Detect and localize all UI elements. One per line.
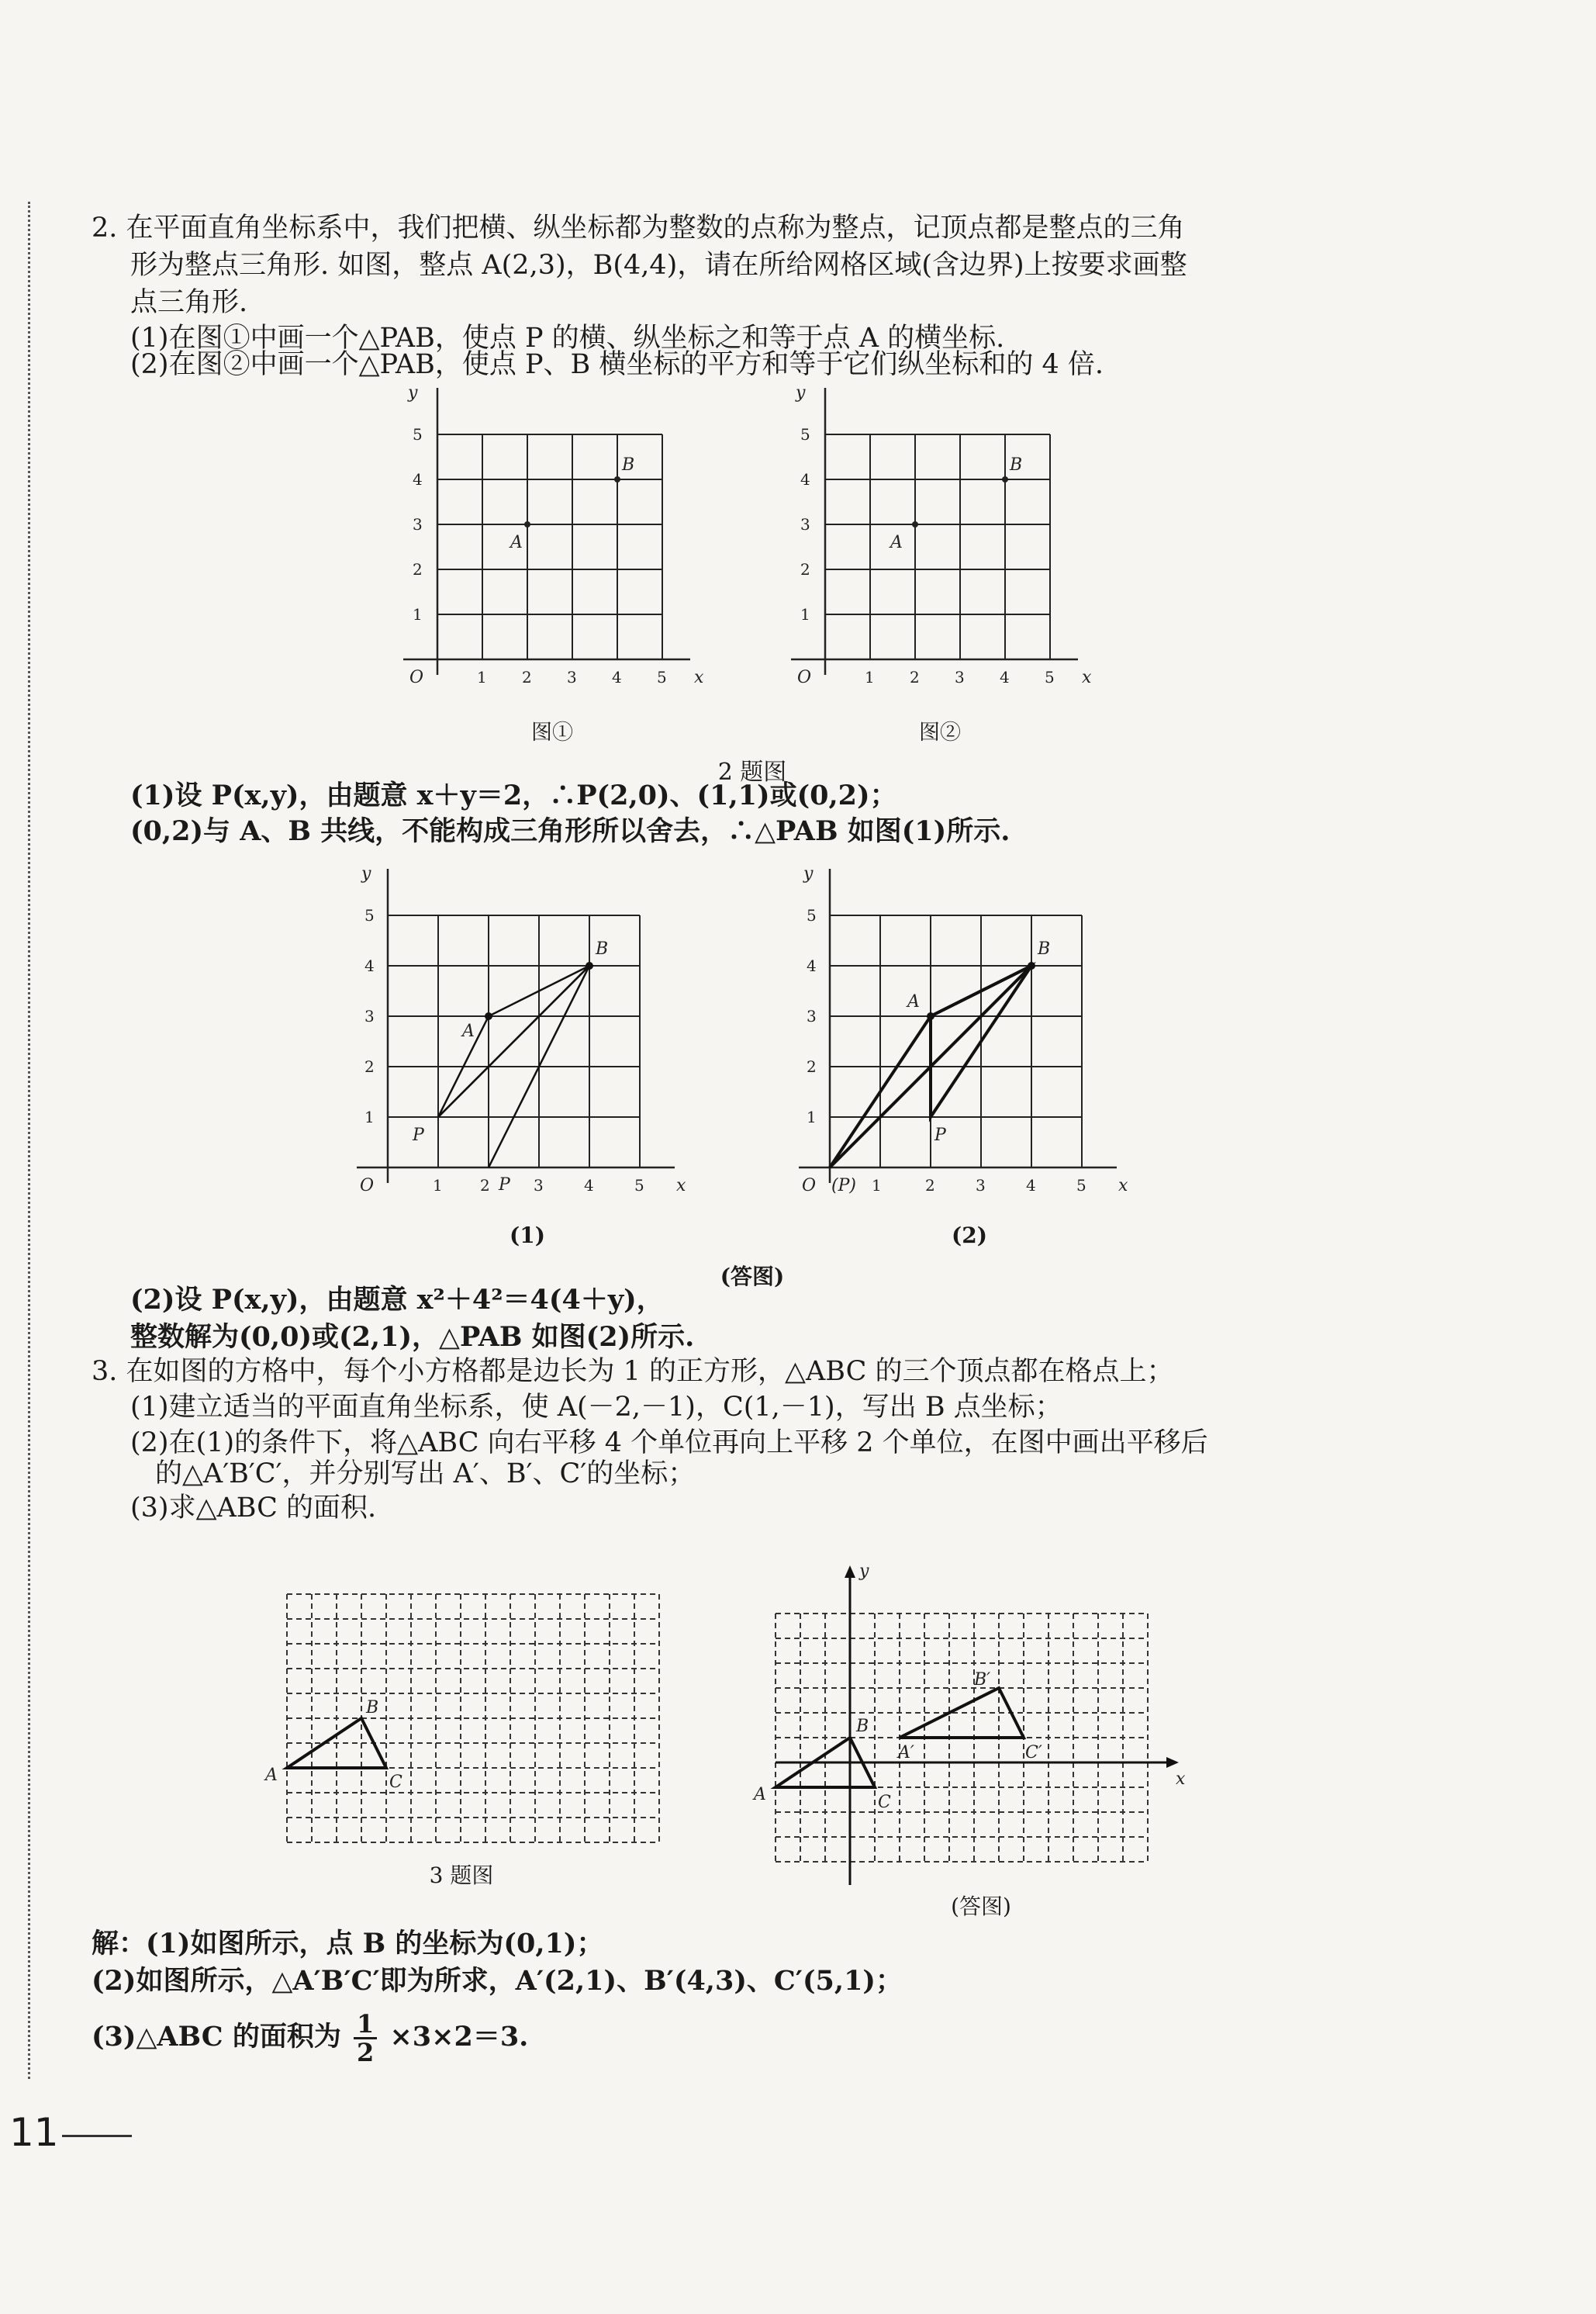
- margin-rule: [28, 202, 30, 2079]
- problem2-line1: 2. 在平面直角坐标系中，我们把横、纵坐标都为整数的点称为整点，记顶点都是整点的三角: [92, 213, 1185, 244]
- answer3-line1: 解：(1)如图所示，点 B 的坐标为(0,1)；: [92, 1928, 604, 1959]
- svg-text:O: O: [360, 1176, 375, 1195]
- svg-text:x: x: [1118, 1176, 1128, 1195]
- svg-text:P: P: [413, 1126, 424, 1145]
- svg-text:4: 4: [612, 668, 622, 687]
- problem3-grid: [256, 1582, 675, 1862]
- svg-text:2: 2: [807, 1057, 817, 1076]
- svg-text:2: 2: [413, 560, 423, 579]
- problem2-figure-title: 2 题图: [717, 759, 787, 786]
- svg-text:5: 5: [800, 425, 810, 444]
- answer-figure2: [783, 853, 1148, 1195]
- answer2-part2-line2: 整数解为(0,0)或(2,1)，△PAB 如图(2)所示.: [130, 1321, 695, 1353]
- svg-text:1: 1: [800, 605, 810, 624]
- svg-text:y: y: [803, 864, 814, 884]
- svg-text:(P): (P): [831, 1176, 856, 1195]
- problem3-q1: (1)建立适当的平面直角坐标系，使 A(－2,－1)，C(1,－1)，写出 B 点坐标；: [130, 1392, 1062, 1423]
- answer2-figure-title: (答图): [720, 1264, 785, 1289]
- svg-text:4: 4: [584, 1176, 594, 1195]
- svg-text:2: 2: [910, 668, 920, 687]
- svg-text:x: x: [676, 1176, 686, 1195]
- origin-label: O: [409, 668, 424, 687]
- y-axis-label: y: [408, 383, 418, 403]
- svg-text:1: 1: [413, 605, 423, 624]
- svg-text:1: 1: [807, 1108, 817, 1126]
- answer3-line2: (2)如图所示，△A′B′C′即为所求，A′(2,1)、B′(4,3)、C′(5,1)；: [92, 1965, 903, 1997]
- answer3-line3: (3)△ABC 的面积为 $\frac{1}{2}$ ×3×2＝3.: [92, 2009, 529, 2067]
- figure2-caption: 图②: [919, 721, 961, 745]
- svg-text:P: P: [934, 1126, 946, 1145]
- svg-text:3: 3: [807, 1007, 817, 1026]
- point-a: [524, 521, 530, 527]
- svg-text:5: 5: [634, 1176, 644, 1195]
- page-number-rule: [62, 2135, 132, 2137]
- svg-text:x: x: [1082, 668, 1092, 687]
- svg-text:2: 2: [800, 560, 810, 579]
- svg-text:P: P: [499, 1175, 510, 1195]
- svg-text:4: 4: [807, 956, 817, 975]
- problem3-answer-figure-title: (答图): [951, 1894, 1011, 1919]
- svg-text:2: 2: [364, 1057, 375, 1076]
- svg-text:1: 1: [865, 668, 875, 687]
- problem3-q3: (3)求△ABC 的面积.: [130, 1493, 377, 1524]
- svg-text:2: 2: [522, 668, 532, 687]
- svg-text:1: 1: [433, 1176, 443, 1195]
- svg-text:5: 5: [1076, 1176, 1086, 1195]
- svg-text:3: 3: [364, 1007, 375, 1026]
- svg-text:y: y: [859, 1562, 869, 1581]
- figure1-caption: 图①: [531, 721, 573, 745]
- svg-text:A: A: [462, 1022, 475, 1041]
- problem2-line3: 点三角形.: [130, 287, 248, 318]
- answer-figure1: [341, 853, 706, 1195]
- label-b: B: [622, 455, 635, 475]
- svg-text:5: 5: [807, 906, 817, 925]
- answer-figure2-caption: (2): [952, 1223, 987, 1248]
- svg-text:y: y: [361, 864, 371, 884]
- svg-text:B: B: [596, 939, 609, 959]
- label-a: A: [510, 533, 523, 552]
- answer2-line2: (0,2)与 A、B 共线，不能构成三角形所以舍去，∴△PAB 如图(1)所示.: [130, 815, 1010, 847]
- figure2-grid: [768, 372, 1101, 714]
- problem3-q2a: (2)在(1)的条件下，将△ABC 向右平移 4 个单位再向上平移 2 个单位，在图中画出平移后: [130, 1427, 1208, 1458]
- fraction-one-half: $\frac{1}{2}$: [354, 2011, 377, 2066]
- svg-text:x: x: [1176, 1769, 1186, 1789]
- svg-text:3: 3: [976, 1176, 986, 1195]
- svg-text:3: 3: [534, 1176, 544, 1195]
- svg-text:A: A: [890, 533, 903, 552]
- answer2-part2-line1: (2)设 P(x,y)，由题意 x²＋4²＝4(4＋y)，: [130, 1284, 664, 1316]
- svg-text:1: 1: [872, 1176, 882, 1195]
- p3-label-c: C: [389, 1773, 402, 1792]
- answer2-line1: (1)设 P(x,y)，由题意 x＋y＝2，∴P(2,0)、(1,1)或(0,2)；: [130, 780, 897, 811]
- svg-text:4: 4: [1000, 668, 1010, 687]
- svg-text:y: y: [796, 383, 806, 403]
- svg-text:2: 2: [925, 1176, 935, 1195]
- svg-text:5: 5: [1045, 668, 1055, 687]
- problem3-answer-grid: [744, 1551, 1210, 1893]
- svg-text:5: 5: [657, 668, 667, 687]
- svg-text:B: B: [1038, 939, 1051, 959]
- page-number: 11: [9, 2110, 59, 2155]
- problem2-line2: 形为整点三角形. 如图，整点 A(2,3)，B(4,4)，请在所给网格区域(含边界)上按要求画整: [130, 250, 1187, 281]
- svg-text:4: 4: [413, 470, 423, 489]
- svg-text:B: B: [1010, 455, 1023, 475]
- svg-text:2: 2: [480, 1176, 490, 1195]
- p3-label-b: B: [366, 1698, 379, 1717]
- x-axis-label: x: [694, 668, 704, 687]
- svg-text:5: 5: [413, 425, 423, 444]
- svg-text:3: 3: [955, 668, 965, 687]
- svg-text:A: A: [754, 1785, 766, 1804]
- svg-text:5: 5: [364, 906, 375, 925]
- svg-text:1: 1: [364, 1108, 375, 1126]
- answer-figure1-caption: (1): [510, 1223, 545, 1248]
- svg-text:1: 1: [477, 668, 487, 687]
- svg-text:4: 4: [800, 470, 810, 489]
- svg-text:4: 4: [1026, 1176, 1036, 1195]
- problem3-q2b: 的△A′B′C′，并分别写出 A′、B′、C′的坐标；: [155, 1458, 696, 1489]
- figure1-grid: [380, 372, 713, 714]
- svg-text:A: A: [907, 992, 920, 1012]
- svg-text:C′: C′: [1025, 1743, 1042, 1762]
- problem2-q1: (1)在图①中画一个△PAB，使点 P 的横、纵坐标之和等于点 A 的横坐标.: [130, 323, 1005, 354]
- svg-text:B′: B′: [974, 1670, 991, 1690]
- svg-text:B: B: [856, 1717, 869, 1736]
- svg-text:4: 4: [364, 956, 375, 975]
- svg-text:C: C: [878, 1793, 891, 1812]
- svg-text:3: 3: [413, 515, 423, 534]
- svg-text:O: O: [797, 668, 812, 687]
- problem3-figure-title: 3 题图: [429, 1863, 494, 1888]
- svg-text:O: O: [802, 1176, 817, 1195]
- svg-text:3: 3: [800, 515, 810, 534]
- problem3-line1: 3. 在如图的方格中，每个小方格都是边长为 1 的正方形，△ABC 的三个顶点都在格点上；: [92, 1356, 1174, 1387]
- svg-text:3: 3: [567, 668, 577, 687]
- svg-text:A′: A′: [898, 1743, 914, 1762]
- problem2-q2: (2)在图②中画一个△PAB，使点 P、B 横坐标的平方和等于它们纵坐标和的 4 倍.: [130, 349, 1104, 380]
- p3-label-a: A: [265, 1766, 278, 1785]
- point-b: [614, 476, 620, 483]
